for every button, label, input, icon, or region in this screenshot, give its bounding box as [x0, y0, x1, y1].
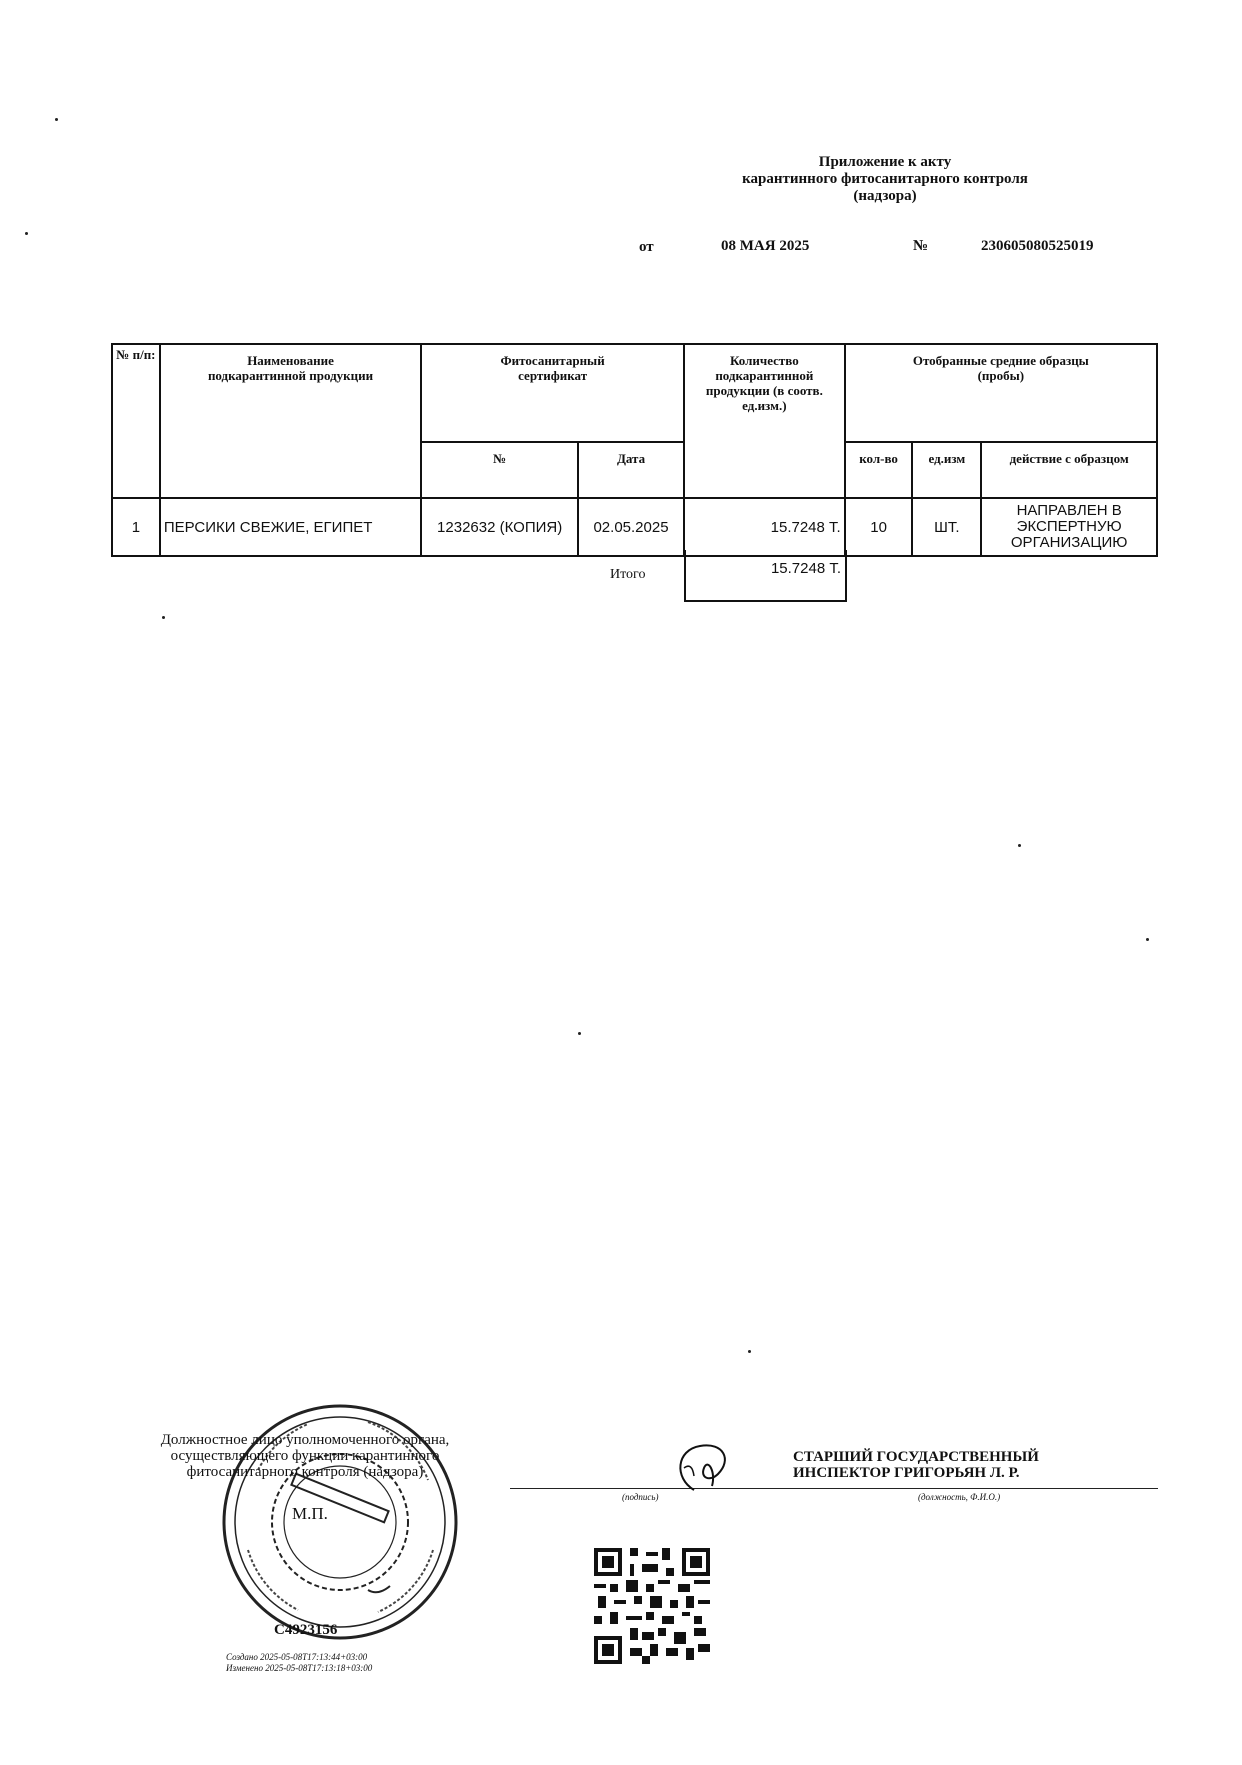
scan-speck [748, 1350, 751, 1353]
header-certificate-date: Дата [578, 442, 684, 498]
header-samples-unit: ед.изм [912, 442, 981, 498]
row-certificate-number: 1232632 (КОПИЯ) [421, 498, 578, 556]
header-samples: Отобранные средние образцы (пробы) [845, 344, 1157, 442]
scan-speck [55, 118, 58, 121]
total-value: 15.7248 Т. [684, 550, 847, 602]
act-number: 230605080525019 [981, 238, 1094, 254]
act-from-label: от [639, 239, 654, 255]
scan-speck [1146, 938, 1149, 941]
scan-speck [578, 1032, 581, 1035]
scan-speck [1018, 844, 1021, 847]
row-product-name: ПЕРСИКИ СВЕЖИЕ, ЕГИПЕТ [160, 498, 421, 556]
inspector-position [793, 1449, 1039, 1481]
handwritten-signature [664, 1438, 744, 1498]
official-position-line2: осуществляющего функции карантинного [170, 1448, 440, 1464]
header-product-name: Наименование подкарантинной продукции [160, 344, 421, 498]
row-num: 1 [112, 498, 160, 556]
row-samples-count: 10 [845, 498, 913, 556]
table-row [112, 498, 1157, 556]
header-certificate-number: № [421, 442, 578, 498]
header-quantity: Количество подкарантинной продукции (в соотв. ед.изм.) [684, 344, 845, 498]
act-date: 08 МАЯ 2025 [721, 238, 810, 254]
signature-caption: (подпись) [622, 1492, 659, 1502]
scan-speck [162, 616, 165, 619]
official-position-line3: фитосанитарного контроля (надзора) [186, 1464, 424, 1480]
row-samples-unit: ШТ. [912, 498, 981, 556]
stamp-serial: С4923156 [274, 1622, 338, 1638]
stamp-place-label: М.П. [292, 1504, 328, 1523]
header-num: № п/п: [112, 344, 160, 498]
row-samples-action: НАПРАВЛЕН В ЭКСПЕРТНУЮ ОРГАНИЗАЦИЮ [981, 498, 1157, 556]
appendix-title-line3: (надзора) [853, 188, 917, 204]
appendix-title-line1: Приложение к акту [818, 154, 952, 170]
scan-speck [25, 232, 28, 235]
row-quantity: 15.7248 Т. [684, 498, 845, 556]
appendix-title-line2: карантинного фитосанитарного контроля [742, 171, 1028, 187]
signature-rule [510, 1488, 1158, 1489]
official-position-line1: Должностное лицо уполномоченного органа, [160, 1432, 450, 1448]
modified-timestamp: Изменено 2025-05-08Т17:13:18+03:00 [226, 1663, 373, 1673]
inspector-position-line2: ИНСПЕКТОР ГРИГОРЬЯН Л. Р. [793, 1465, 1020, 1481]
created-timestamp: Создано 2025-05-08Т17:13:44+03:00 [226, 1652, 368, 1662]
total-label: Итого [610, 567, 646, 582]
appendix-title [700, 154, 1070, 205]
header-certificate: Фитосанитарный сертификат [421, 344, 684, 442]
position-caption: (должность, Ф.И.О.) [918, 1492, 1001, 1502]
row-certificate-date: 02.05.2025 [578, 498, 684, 556]
header-samples-count: кол-во [845, 442, 913, 498]
header-samples-action: действие с образцом [981, 442, 1157, 498]
official-position-label [130, 1432, 480, 1480]
act-number-label: № [913, 238, 929, 254]
inspector-position-line1: СТАРШИЙ ГОСУДАРСТВЕННЫЙ [793, 1449, 1039, 1465]
qr-code [594, 1548, 710, 1664]
products-table [111, 343, 1158, 557]
